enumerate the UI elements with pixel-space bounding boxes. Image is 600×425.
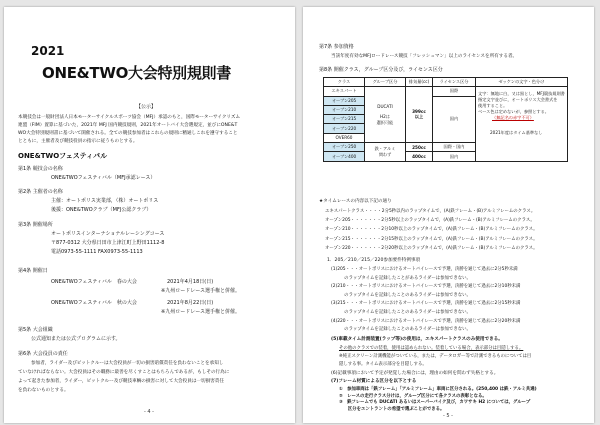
rule-heading: (5)車載タイム計測装置(ラップ等)の使用は，エキスパートクラスのみ使用できる。	[331, 337, 503, 342]
list-item: (2)210・・・オートポリスにおけるオートバイレースで予選，決勝を通じて過去に2分10秒未満	[331, 284, 521, 290]
notice-line: WO大会特別規則書に基づいて開催される。全ての競技参加者はこれらの規則に精通しこれを遵守すること	[18, 131, 238, 136]
article-line: 〒877-0312 大分県日田市上津江町上野田1112-8	[51, 240, 165, 246]
zekken-red-note: （無記名の赤字不可）	[492, 115, 534, 121]
rule1-list	[331, 266, 520, 335]
event-note: ※九州ロードレース選手権と併催。	[161, 288, 240, 294]
list-item: オープン210・・・・・・・2分10秒以上のラップタイムで，(A)鉄フレーム・(B)アルミフレームのクラス。	[325, 227, 538, 233]
list-item: のラップタイムを記録したことがあるライダーは参加できない。	[331, 275, 471, 281]
timeline-list	[325, 207, 538, 253]
group-text: H2は	[379, 113, 390, 119]
notice-heading: 【公示】	[136, 104, 157, 110]
group-text: 選択可能	[376, 119, 394, 125]
cc-value: 400cc	[412, 154, 426, 160]
article-heading: 第1条 競技会の名称	[18, 166, 63, 172]
cc-cell	[406, 87, 433, 143]
article-heading: 第3条 開催場所	[18, 222, 53, 228]
table-header: 排気量(cc)	[406, 78, 433, 87]
rule-line: (6)記載事項において予定が発覚した場合には，理由の如何を問わず失格とする。	[331, 371, 499, 376]
event-label: ONE&TWOフェスティバル 秋の大会	[51, 300, 137, 306]
article-line: 当該年度有効なMFJロードレース競技「フレッシュマン」以上のライセンスを所有する者。	[331, 54, 518, 59]
page-title: ONE&TWO大会特別規則書	[42, 64, 231, 82]
left-page	[4, 7, 295, 423]
page-number: - 4 -	[144, 409, 154, 415]
list-item: (4)220・・・オートポリスにおけるオートバイレースで予選，決勝を通じて過去に2分20秒未満	[331, 318, 521, 324]
event-label: ONE&TWOフェスティバル 春の大会	[51, 279, 137, 285]
class-cell: オープン205	[324, 96, 365, 105]
table-header: ライセンス区分	[433, 78, 476, 87]
list-item: ※純正スクリーン計測機能がついている，または，データロガー等で計測できるものについては目	[339, 354, 532, 359]
article-heading: 第6条 大会役員の責任	[18, 351, 68, 357]
list-item: オープン205・・・・・・・2分5秒以上のラップタイムで，(A)鉄フレーム・(B)アルミフレームのクラス。	[325, 218, 535, 224]
notice-line: 連盟（FIM）置算に基づいた，2021年 MFJ 国内競技規則，2021年オートバイ大会選規定，並びにONE&T	[18, 123, 238, 128]
license-cell: 国内	[433, 152, 476, 161]
list-item: 区分をエントラントの希望で選ぶことができる。	[339, 406, 445, 412]
class-cell: オープン250	[324, 143, 365, 152]
article-line: 電話0973-55-1111 FAX0973-55-1113	[51, 249, 143, 255]
group-text: DUCATI	[377, 103, 393, 109]
zekken-note: ベース色は定めないが，参照とする。	[478, 109, 549, 115]
class-cell: オープン215	[324, 115, 365, 124]
list-item: ① 参加車両は「鉄フレーム」「アルミフレーム」車両に区分される。(250,400 は鉄・アルミ共通)	[339, 387, 537, 392]
article-line: 主催：オートポリス実業部，（株）オートポリス	[51, 198, 159, 204]
list-item: のラップタイムを記録したことのあるライダーは参加できない。	[331, 292, 471, 298]
article-line: を負わないものとする。	[18, 388, 69, 393]
event-date: 2021年4月18日(日)	[167, 279, 214, 285]
list-item: その他のクラスでの装着，使用は認められない。装着している場合，表示部分は目隠しする。	[339, 346, 524, 351]
cc-cell	[406, 152, 433, 161]
article-line: 公式通知または公式プログラムに示す。	[31, 336, 121, 342]
class-cell: エキスパート	[324, 87, 365, 96]
timeline-heading: ★タイムレースの内容以下記の通り	[319, 199, 392, 204]
zekken-note: 文字：無地に白，又は黒とし，MFJ競技規則書	[478, 91, 565, 97]
cc-cell	[406, 143, 433, 152]
class-table	[323, 77, 568, 162]
zekken-note: 使用すること。	[478, 103, 508, 109]
article-heading: 第5条 大会組織	[18, 327, 53, 333]
article-heading: 第4条 開催日	[18, 268, 48, 274]
rule5-list	[339, 345, 531, 369]
page-number: - 5 -	[443, 413, 453, 419]
cc-value: 399cc	[412, 109, 426, 115]
license-cell: 国際・国内	[433, 143, 476, 152]
rule-heading: 1．205／210／215／220参加要件特例事項	[327, 258, 421, 263]
class-cell: オープン210	[324, 105, 365, 114]
group-text: 問わず	[378, 151, 392, 157]
section-title: ONE&TWOフェスティバル	[18, 152, 108, 160]
zekken-note: 指定文字並びに，オートポリス大会書式を	[478, 97, 558, 103]
year: 2021	[31, 44, 65, 58]
article-heading: 第8条 開催クラス，グループ区分及び，ライセンス区分	[319, 67, 443, 73]
list-item: ③ 鉄フレームでも DUCATI あるいはスーパーバイク及び，カワサキ H2 については，グループ	[339, 400, 531, 405]
list-item: ② レースの走行クラス分けは，グループ区分にて各クラスの表彰となる。	[339, 393, 487, 399]
zekken-cell	[476, 87, 568, 161]
license-cell: 国際	[433, 87, 476, 96]
article-line: オートポリスインターナショナルレーシングコース	[51, 231, 165, 237]
article-line: 後援：ONE&TWOクラブ（MFJ公認クラブ）	[51, 207, 152, 213]
frame-list	[339, 387, 537, 413]
notice-line: とともに，主催者及び競技役員の指示に従うものとする。	[18, 139, 138, 144]
class-cell: オープン220	[324, 124, 365, 133]
zekken-note: 2021年度はタイム基準なし	[490, 130, 543, 136]
article-line: 参加者，ライダー及びピットクルーは大会役員が一切の損害賠償責任を負わないことを承知し	[31, 361, 224, 366]
group-cell	[365, 87, 406, 143]
rule-heading: (7)フレーム材質による区分を以下とする	[331, 379, 417, 384]
class-cell: オープン400	[324, 152, 365, 161]
list-item: オープン220・・・・・・・2分20秒以上のラップタイムで，(A)鉄フレーム・(B)アルミフレームのクラス。	[325, 245, 538, 251]
notice-line: 本競技会は一般財団法人日本モーターサイクルスポーツ協会（MFJ）承認のもと，国際モーターサイクリズム	[18, 115, 241, 120]
table-header: グループ区分	[365, 78, 406, 87]
class-cell: OVER60	[324, 133, 365, 142]
table-header: ゼッケンの文字・色分け	[476, 78, 568, 87]
list-item: エキスパートクラス・・・・2分5秒以内のラップタイムで，(A)鉄フレーム・(B)アルミフレームのクラス。	[325, 209, 536, 214]
right-page	[303, 7, 594, 423]
cc-value: 以上	[414, 114, 424, 120]
table-header: クラス	[324, 78, 365, 87]
article-heading: 第2条 主催者の名称	[18, 189, 63, 195]
list-item: (1)205・・・オートポリスにおけるオートバイレースで予選，決勝を通じて過去に2分5秒未満	[331, 267, 518, 272]
article-heading: 第7条 参加資格	[319, 44, 354, 50]
article-line: よって起きた参加者，ライダー，ピットクルー及び競技車輌の損害に対して大会役員は一切損害責任	[18, 379, 224, 384]
list-item: 隠しする事。タイム表示部分を目隠しする。	[339, 362, 427, 367]
list-item: のラップタイムを記録したことのあるライダーは参加できない。	[331, 327, 471, 333]
cc-value: 250cc	[412, 144, 426, 150]
list-item: オープン215・・・・・・・2分15秒以上のラップタイムで，(A)鉄フレーム・(B)アルミフレームのクラス。	[325, 236, 538, 242]
list-item: (3)215・・・オートポリスにおけるオートバイレースで予選，決勝を通じて過去に2分15秒未満	[331, 301, 521, 307]
article-line: ONE&TWOフェスティバル（MFJ承認レース）	[51, 175, 156, 181]
group-text: 鉄・アルミ	[374, 145, 396, 151]
group-cell	[365, 143, 406, 162]
license-cell: 国内	[433, 96, 476, 142]
article-line: ていなければならない。大会役員はその職務に最善を尽くすことはもちろんであるが，もしその行為に	[18, 370, 230, 375]
event-note: ※九州ロードレース選手権と併催。	[161, 309, 240, 315]
event-date: 2021年8月22日(日)	[167, 300, 214, 306]
list-item: のラップタイムを記録したことのあるライダーは参加できない。	[331, 309, 471, 315]
